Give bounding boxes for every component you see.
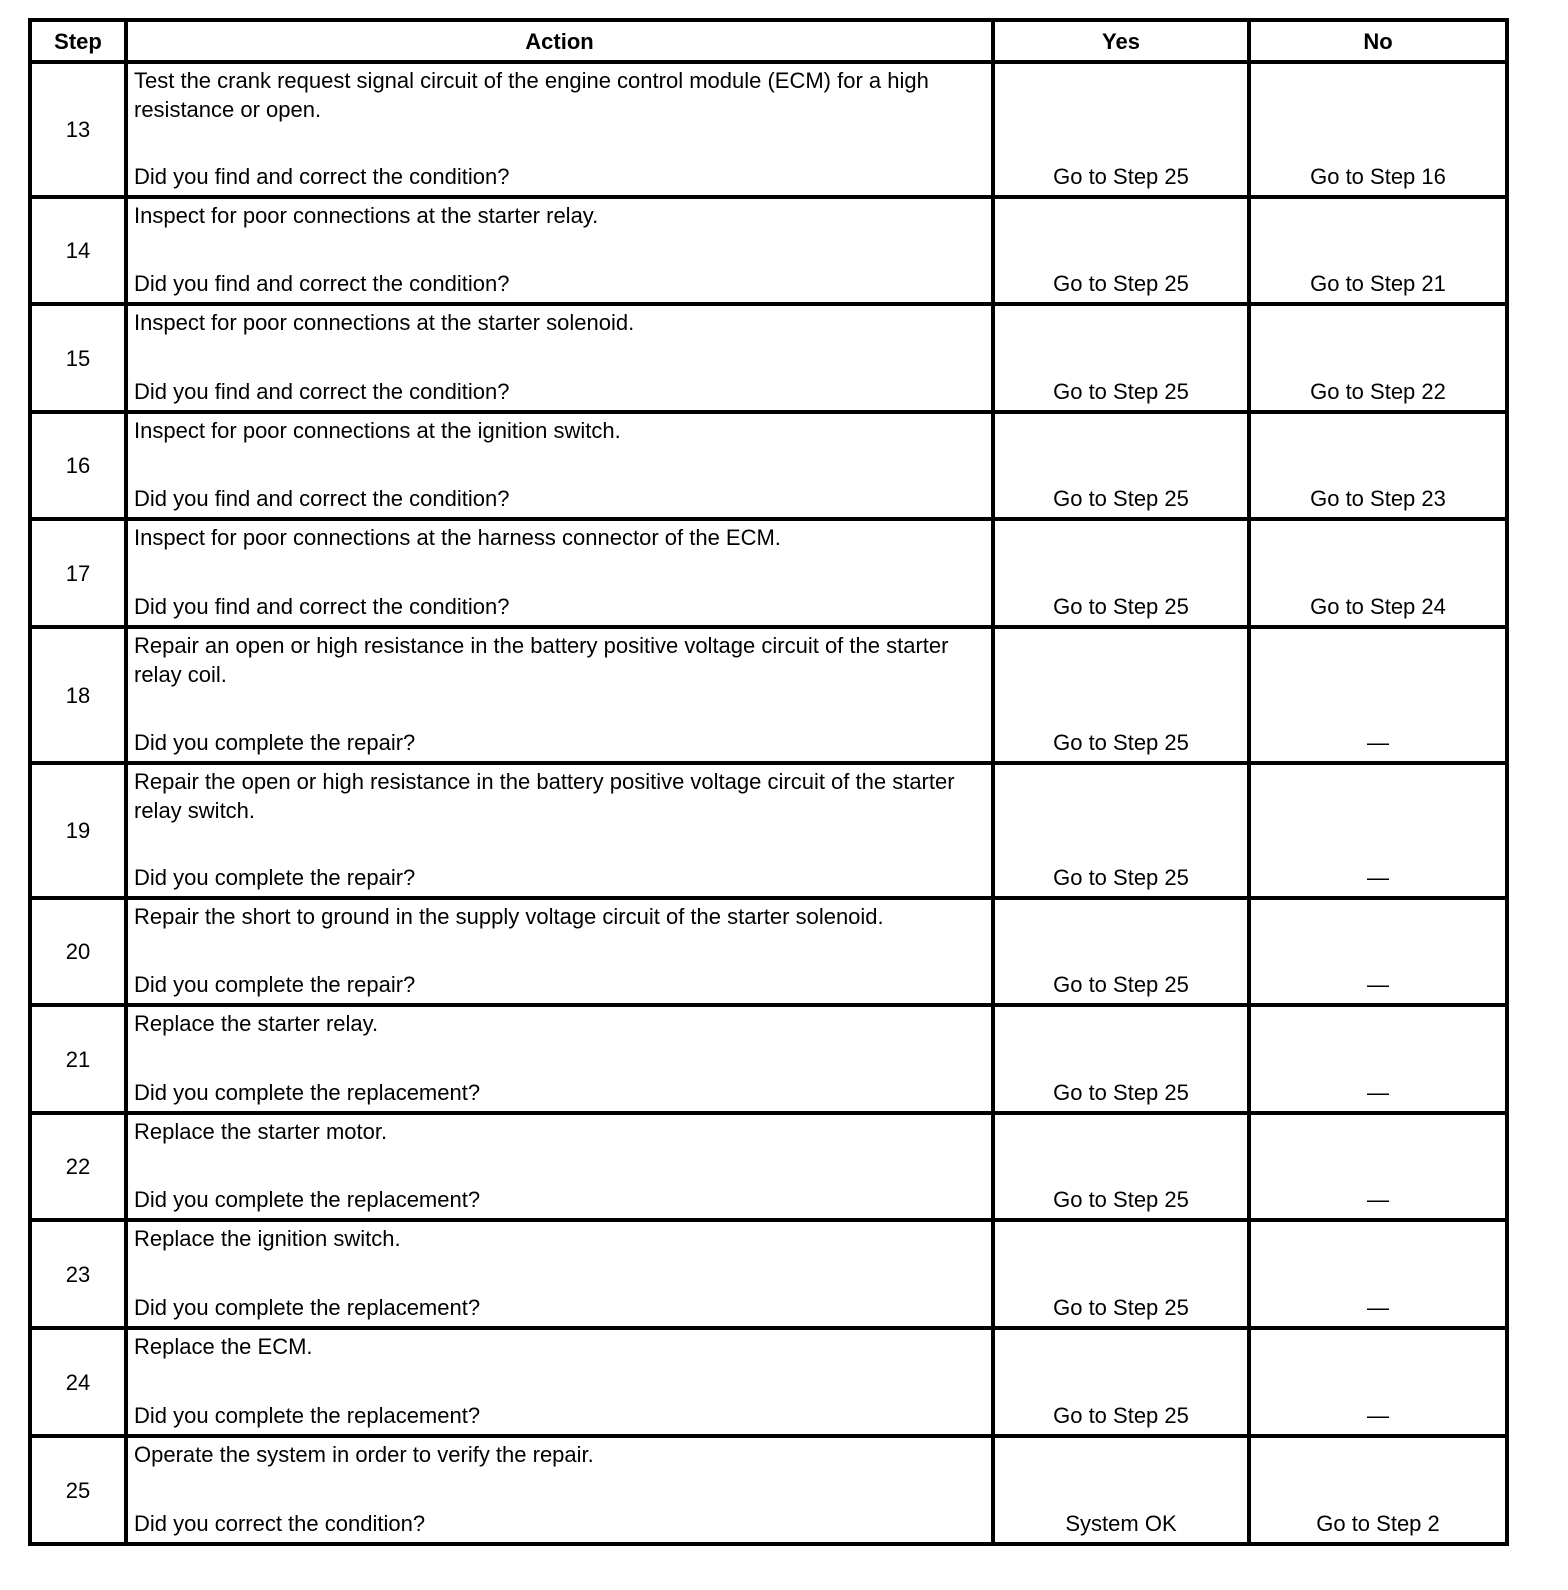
diagnostic-table xyxy=(28,18,1509,1546)
action-question: Did you complete the replacement? xyxy=(134,1295,481,1320)
table-row xyxy=(28,1434,1509,1546)
step-number: 15 xyxy=(32,306,128,410)
action-text: Replace the ignition switch. xyxy=(134,1226,401,1251)
action-text: Replace the starter motor. xyxy=(134,1119,388,1144)
table-row xyxy=(28,60,1509,195)
no-result: Go to Step 2 xyxy=(1316,1511,1440,1536)
table-row xyxy=(28,1218,1509,1326)
no-result: — xyxy=(1367,1080,1389,1105)
action-cell xyxy=(128,64,995,195)
step-number: 22 xyxy=(32,1115,128,1218)
action-cell xyxy=(128,765,995,896)
yes-result: Go to Step 25 xyxy=(995,1222,1251,1326)
no-result: Go to Step 23 xyxy=(1310,486,1446,511)
step-number: 14 xyxy=(32,199,128,302)
table-row xyxy=(28,517,1509,625)
yes-result: Go to Step 25 xyxy=(995,1330,1251,1434)
action-cell xyxy=(128,414,995,517)
action-text: Repair the open or high resistance in the battery positive voltage circuit of the starter relay switch. xyxy=(134,769,955,823)
action-question: Did you correct the condition? xyxy=(134,1511,426,1536)
yes-result: Go to Step 25 xyxy=(995,900,1251,1003)
yes-result: Go to Step 25 xyxy=(995,199,1251,302)
header-action: Action xyxy=(128,22,995,60)
step-number: 23 xyxy=(32,1222,128,1326)
table-row xyxy=(28,761,1509,896)
no-result: — xyxy=(1367,865,1389,890)
action-text: Inspect for poor connections at the starter solenoid. xyxy=(134,310,635,335)
action-question: Did you find and correct the condition? xyxy=(134,379,510,404)
step-number: 21 xyxy=(32,1007,128,1111)
yes-result: Go to Step 25 xyxy=(995,765,1251,896)
action-question: Did you find and correct the condition? xyxy=(134,164,510,189)
step-number: 24 xyxy=(32,1330,128,1434)
no-result: Go to Step 22 xyxy=(1310,379,1446,404)
no-result: Go to Step 21 xyxy=(1310,271,1446,296)
header-yes: Yes xyxy=(995,22,1251,60)
action-text: Replace the starter relay. xyxy=(134,1011,379,1036)
action-text: Replace the ECM. xyxy=(134,1334,313,1359)
action-question: Did you find and correct the condition? xyxy=(134,486,510,511)
header-step: Step xyxy=(32,22,128,60)
yes-result: Go to Step 25 xyxy=(995,64,1251,195)
action-cell xyxy=(128,1330,995,1434)
action-question: Did you complete the replacement? xyxy=(134,1187,481,1212)
step-number: 13 xyxy=(32,64,128,195)
step-number: 20 xyxy=(32,900,128,1003)
step-number: 25 xyxy=(32,1438,128,1542)
no-result: Go to Step 16 xyxy=(1310,164,1446,189)
yes-result: Go to Step 25 xyxy=(995,521,1251,625)
table-row xyxy=(28,410,1509,517)
action-text: Test the crank request signal circuit of the engine control module (ECM) for a high resistance or open. xyxy=(134,68,929,122)
action-question: Did you complete the repair? xyxy=(134,865,416,890)
no-result: — xyxy=(1367,1403,1389,1428)
header-no: No xyxy=(1363,28,1393,54)
action-question: Did you complete the replacement? xyxy=(134,1403,481,1428)
action-text: Inspect for poor connections at the harness connector of the ECM. xyxy=(134,525,781,550)
yes-result: Go to Step 25 xyxy=(995,629,1251,761)
action-cell xyxy=(128,199,995,302)
table-row xyxy=(28,896,1509,1003)
action-question: Did you find and correct the condition? xyxy=(134,271,510,296)
action-text: Inspect for poor connections at the ignition switch. xyxy=(134,418,621,443)
action-text: Repair an open or high resistance in the battery positive voltage circuit of the starter relay coil. xyxy=(134,633,949,687)
no-result: — xyxy=(1367,730,1389,755)
action-cell xyxy=(128,900,995,1003)
action-question: Did you complete the repair? xyxy=(134,972,416,997)
action-text: Operate the system in order to verify the repair. xyxy=(134,1442,594,1467)
action-cell xyxy=(128,306,995,410)
table-row xyxy=(28,1111,1509,1218)
yes-result: Go to Step 25 xyxy=(995,1007,1251,1111)
action-cell xyxy=(128,1115,995,1218)
action-question: Did you complete the repair? xyxy=(134,730,416,755)
action-cell xyxy=(128,1438,995,1542)
table-row xyxy=(28,1326,1509,1434)
action-text: Repair the short to ground in the supply voltage circuit of the starter solenoid. xyxy=(134,904,884,929)
no-result: — xyxy=(1367,1187,1389,1212)
action-question: Did you complete the replacement? xyxy=(134,1080,481,1105)
step-number: 17 xyxy=(32,521,128,625)
yes-result: System OK xyxy=(995,1438,1251,1542)
action-cell xyxy=(128,629,995,761)
no-result: Go to Step 24 xyxy=(1310,594,1446,619)
action-cell xyxy=(128,521,995,625)
step-number: 18 xyxy=(32,629,128,761)
table-row xyxy=(28,625,1509,761)
no-result: — xyxy=(1367,972,1389,997)
action-question: Did you find and correct the condition? xyxy=(134,594,510,619)
step-number: 19 xyxy=(32,765,128,896)
yes-result: Go to Step 25 xyxy=(995,414,1251,517)
yes-result: Go to Step 25 xyxy=(995,306,1251,410)
no-result: — xyxy=(1367,1295,1389,1320)
action-text: Inspect for poor connections at the starter relay. xyxy=(134,203,599,228)
step-number: 16 xyxy=(32,414,128,517)
table-row xyxy=(28,1003,1509,1111)
table-row xyxy=(28,302,1509,410)
table-header xyxy=(28,18,1509,60)
action-cell xyxy=(128,1222,995,1326)
table-row xyxy=(28,195,1509,302)
action-cell xyxy=(128,1007,995,1111)
yes-result: Go to Step 25 xyxy=(995,1115,1251,1218)
